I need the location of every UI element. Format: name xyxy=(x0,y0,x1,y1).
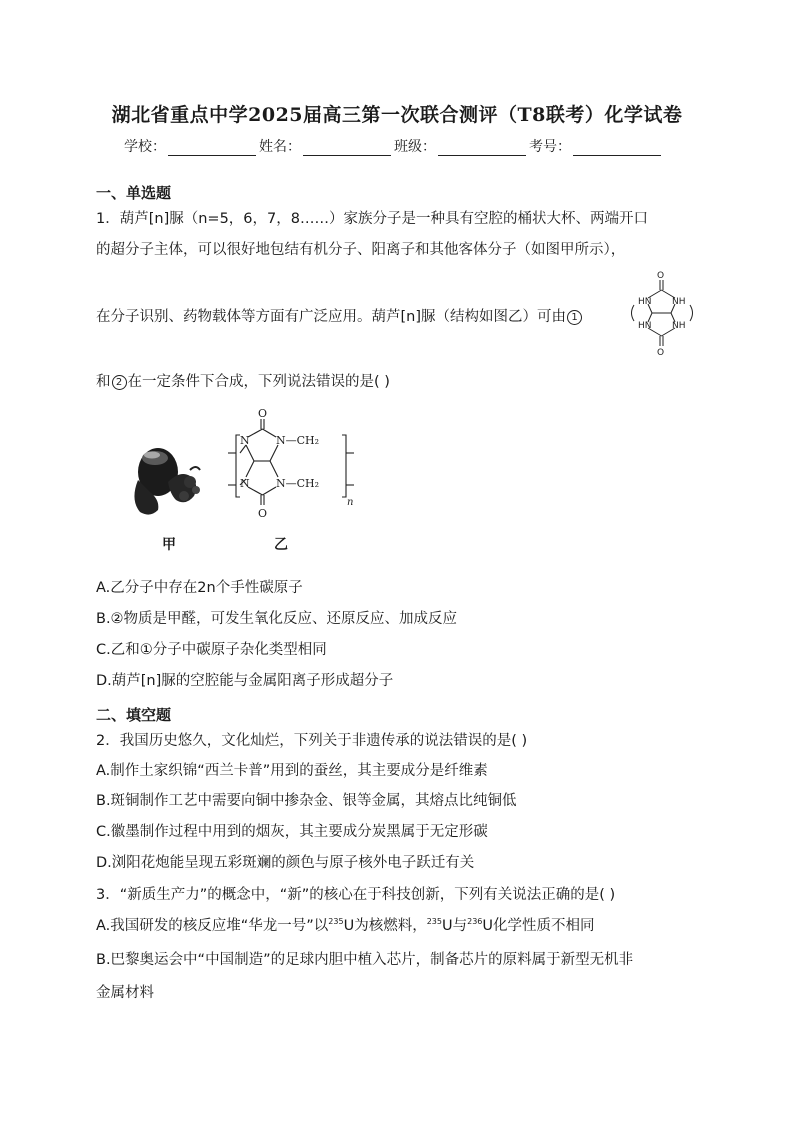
q1-stem-line1: 1．葫芦[n]脲（n=5，6，7，8……）家族分子是一种具有空腔的桶状大杯、两端开口 xyxy=(96,211,648,227)
nh-top-right: NH xyxy=(672,297,686,307)
nh-bottom-right: NH xyxy=(672,321,686,331)
poly-n-ch2-top: N—CH₂ xyxy=(276,434,320,447)
q1-option-b[interactable]: B.②物质是甲醛，可发生氧化反应、还原反应、加成反应 xyxy=(96,611,458,627)
exam-no-label: 考号： xyxy=(529,139,571,155)
poly-n-bottom-left: N xyxy=(240,477,250,490)
page-title: 湖北省重点中学2025届高三第一次联合测评（T8联考）化学试卷 xyxy=(111,104,683,126)
name-label: 姓名： xyxy=(259,139,301,155)
cucurbituril-cup-image xyxy=(120,440,210,520)
q1-stem-line4-b: 在一定条件下合成，下列说法错误的是( ) xyxy=(127,374,390,390)
name-blank[interactable] xyxy=(303,141,391,156)
q1-stem-line4-a: 和 xyxy=(96,374,111,390)
section-heading-single-choice: 一、单选题 xyxy=(96,184,172,202)
q3-option-a-part1: A.我国研发的核反应堆“华龙一号”以 xyxy=(96,918,329,934)
poly-subscript-n: n xyxy=(347,497,354,508)
student-info-row xyxy=(124,136,684,156)
q3-option-a-part4: 化学性质不相同 xyxy=(493,918,595,934)
nh-top-left: HN xyxy=(638,297,652,307)
nh-bottom-left: HN xyxy=(638,321,652,331)
oxygen-bottom: O xyxy=(657,348,665,358)
poly-oxygen-bottom: O xyxy=(258,507,268,520)
q1-option-a[interactable]: A.乙分子中存在2n个手性碳原子 xyxy=(96,580,303,596)
figure-a-caption: 甲 xyxy=(162,537,176,553)
circled-number-1: 1 xyxy=(567,310,582,325)
uranium-symbol: U xyxy=(343,918,355,934)
q3-option-a-part3: 与 xyxy=(452,918,468,934)
q3-stem: 3．“新质生产力”的概念中，“新”的核心在于科技创新，下列有关说法正确的是( ) xyxy=(96,887,616,903)
figure-b-caption: 乙 xyxy=(274,537,288,553)
poly-oxygen-top: O xyxy=(258,407,268,420)
q2-option-d[interactable]: D.浏阳花炮能呈现五彩斑斓的颜色与原子核外电子跃迁有关 xyxy=(96,855,475,871)
isotope-mass-236: 236 xyxy=(467,917,483,927)
q1-option-c[interactable]: C.乙和①分子中碳原子杂化类型相同 xyxy=(96,642,327,658)
oxygen-top: O xyxy=(657,271,665,281)
q1-stem-line3-text: 在分子识别、药物载体等方面有广泛应用。葫芦[n]脲（结构如图乙）可由 xyxy=(96,309,567,325)
q1-option-d[interactable]: D.葫芦[n]脲的空腔能与金属阳离子形成超分子 xyxy=(96,673,394,689)
q2-option-b[interactable]: B.斑铜制作工艺中需要向铜中掺杂金、银等金属，其熔点比纯铜低 xyxy=(96,793,517,809)
q2-option-c[interactable]: C.徽墨制作过程中用到的烟灰，其主要成分炭黑属于无定形碳 xyxy=(96,824,488,840)
uranium-symbol: U xyxy=(441,918,453,934)
exam-no-blank[interactable] xyxy=(573,141,661,156)
q3-option-a[interactable] xyxy=(96,914,595,935)
poly-n-top-left: N xyxy=(240,434,250,447)
isotope-mass-235: 235 xyxy=(426,917,442,927)
uranium-symbol: U xyxy=(482,918,494,934)
school-label: 学校： xyxy=(124,139,166,155)
q1-stem-line2: 的超分子主体，可以很好地包结有机分子、阳离子和其他客体分子（如图甲所示）， xyxy=(96,242,626,258)
glycoluril-structure xyxy=(626,268,698,358)
q1-stem-line3 xyxy=(96,305,583,326)
poly-n-ch2-bottom: N—CH₂ xyxy=(276,477,320,490)
q1-stem-line4 xyxy=(96,370,390,391)
isotope-mass-235: 235 xyxy=(328,917,344,927)
q3-option-b-line2[interactable]: 金属材料 xyxy=(96,985,154,1001)
q2-stem: 2．我国历史悠久，文化灿烂，下列关于非遗传承的说法错误的是( ) xyxy=(96,733,528,749)
q3-option-a-part2: 为核燃料， xyxy=(354,918,427,934)
school-blank[interactable] xyxy=(168,141,256,156)
class-blank[interactable] xyxy=(438,141,526,156)
cucurbituril-polymer-structure xyxy=(226,405,356,530)
section-heading-fill-blank: 二、填空题 xyxy=(96,706,172,724)
class-label: 班级： xyxy=(394,139,436,155)
q2-option-a[interactable]: A.制作土家织锦“西兰卡普”用到的蚕丝，其主要成分是纤维素 xyxy=(96,763,488,779)
q3-option-b-line1[interactable]: B.巴黎奥运会中“中国制造”的足球内胆中植入芯片，制备芯片的原料属于新型无机非 xyxy=(96,952,634,968)
circled-number-2: 2 xyxy=(112,375,127,390)
